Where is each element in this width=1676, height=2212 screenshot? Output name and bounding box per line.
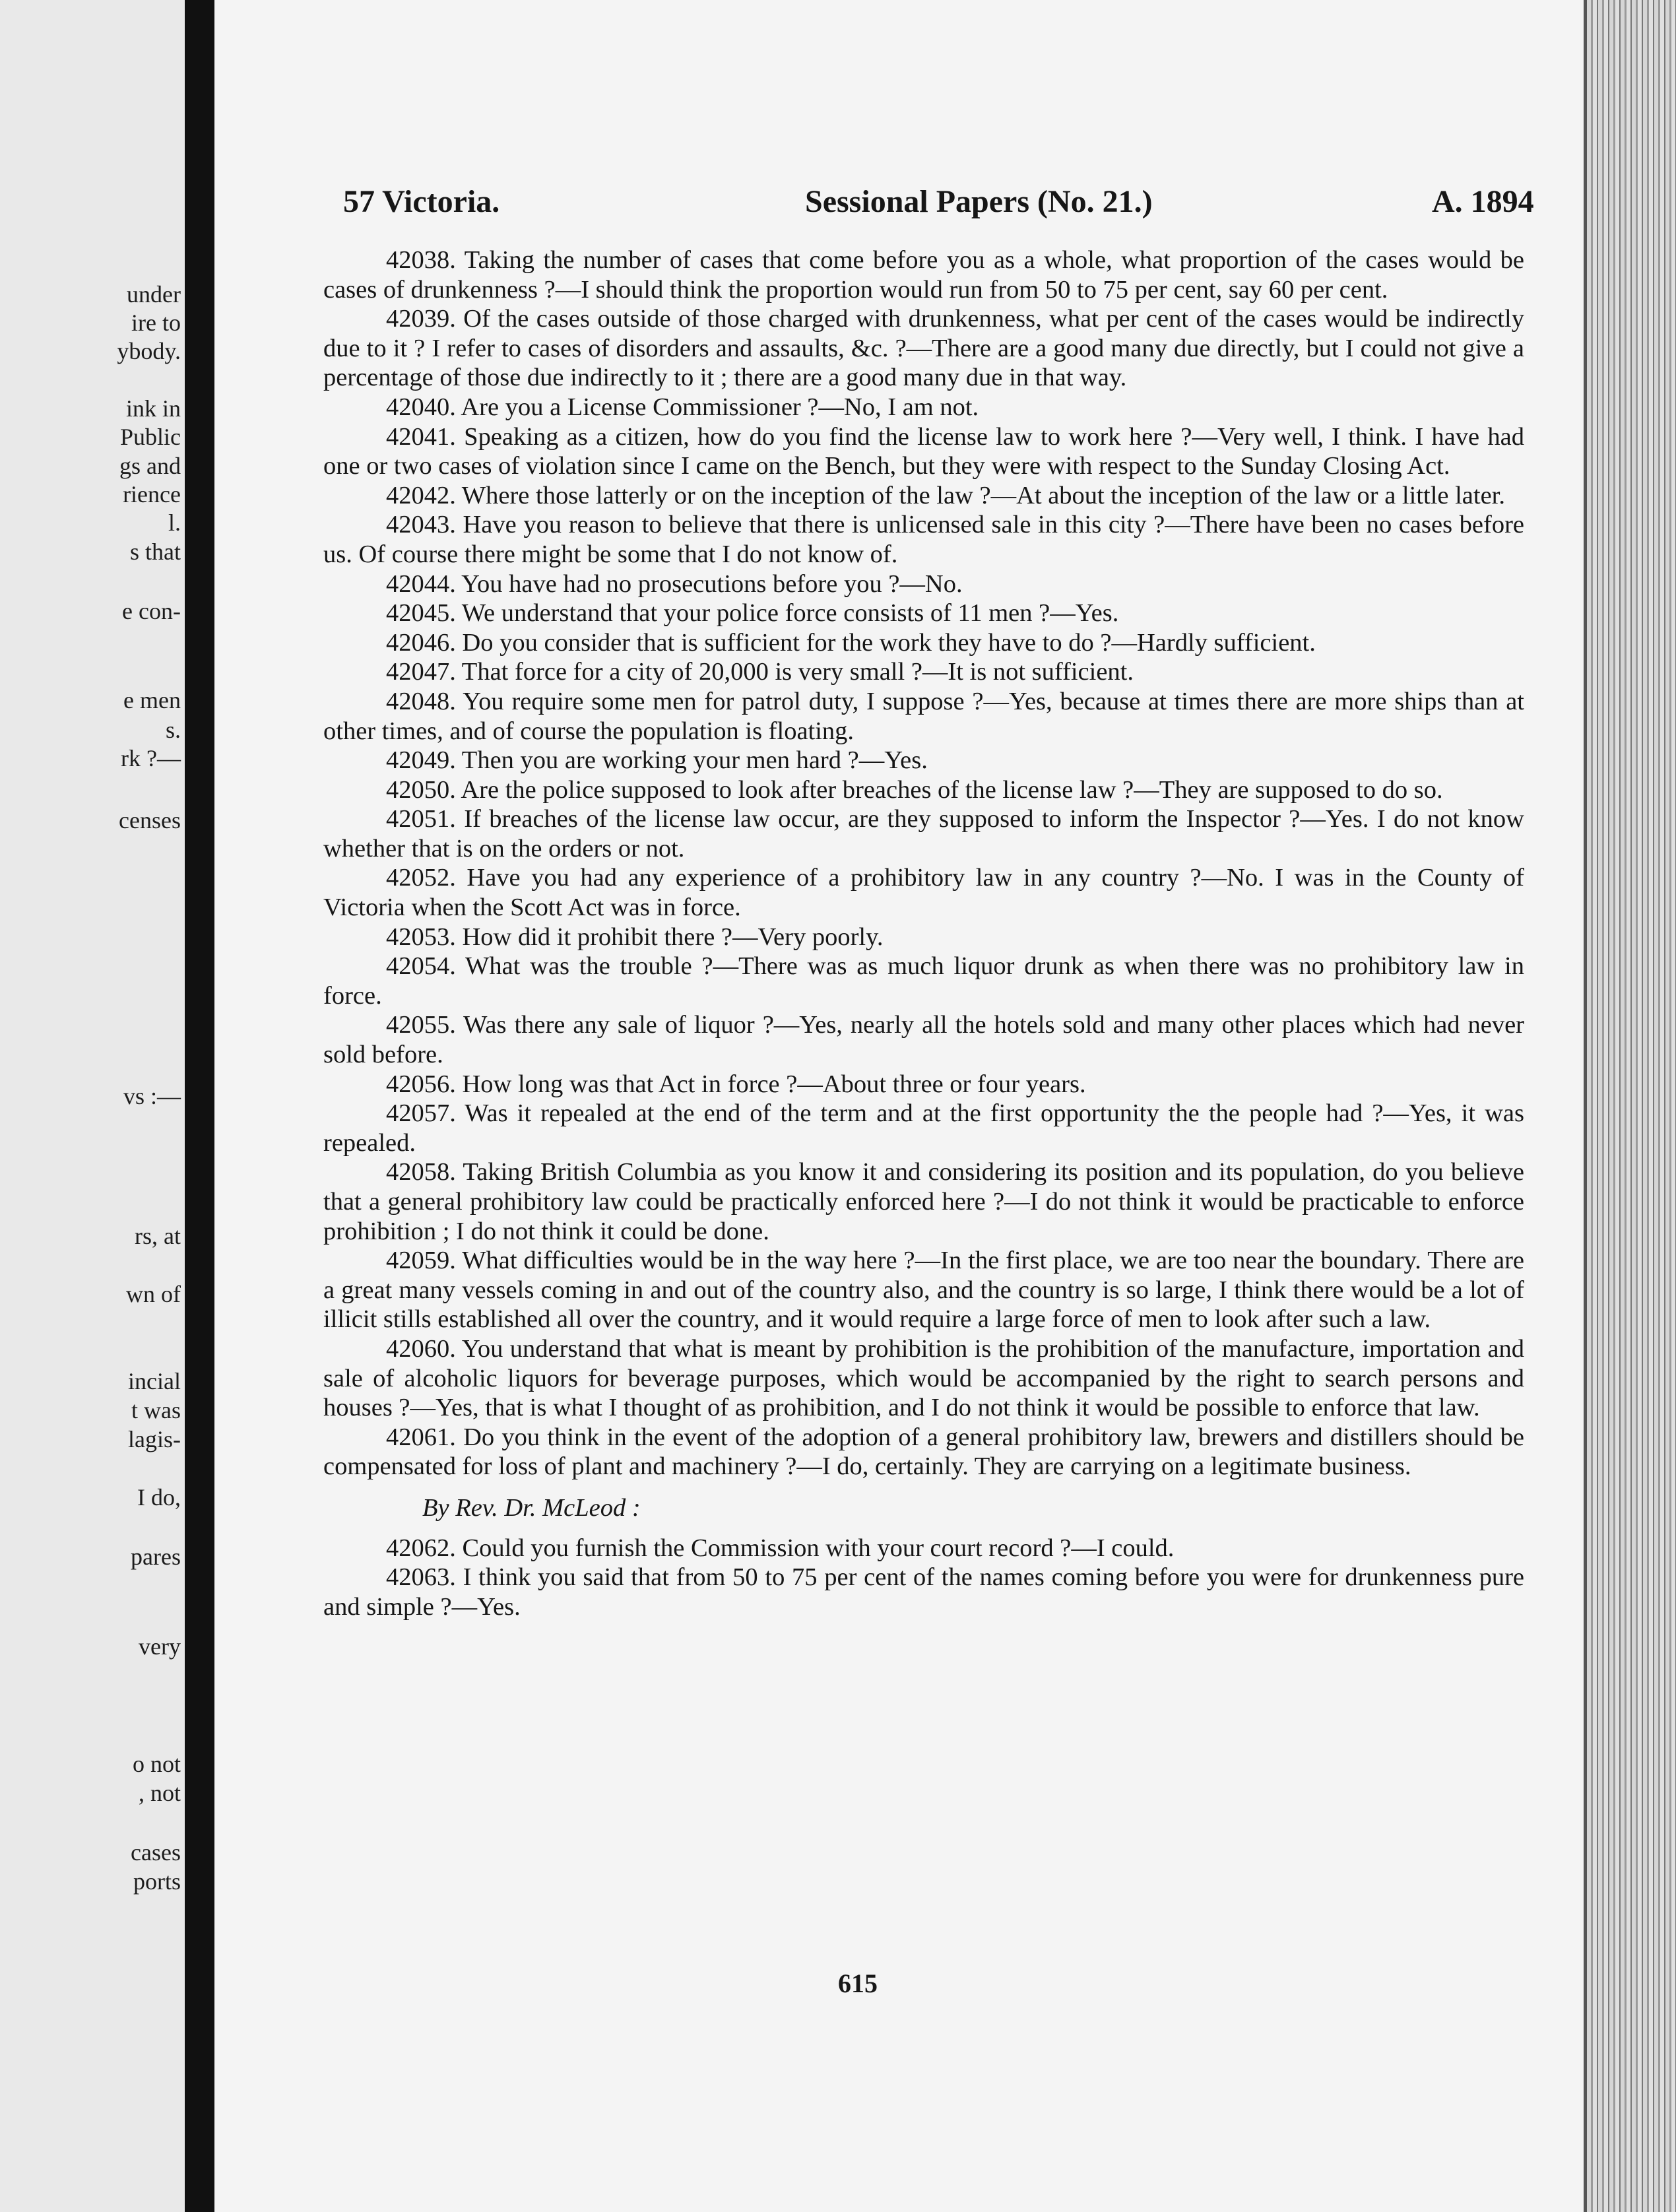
question-42044: 42044. You have had no prosecutions before you ?—No. [386, 569, 963, 598]
left-fragment: very [139, 1633, 181, 1660]
left-fragment: s that [130, 538, 181, 565]
left-fragment: e con- [122, 598, 181, 624]
left-fragment: ink in [125, 395, 181, 422]
left-fragment: t was [131, 1397, 181, 1423]
left-fragment: Public [119, 424, 181, 450]
left-fragment: e men [123, 687, 181, 713]
left-fragment: rk ?— [121, 745, 181, 771]
question-42057: 42057. Was it repealed at the end of the term and at the first opportunity the the people had ?—Yes, it was repealed. [323, 1099, 1524, 1157]
left-fragment: ybody. [117, 338, 181, 364]
question-42050: 42050. Are the police supposed to look after breaches of the license law ?—They are supposed to do so. [386, 775, 1443, 804]
left-fragment: vs :— [123, 1083, 181, 1109]
question-42041: 42041. Speaking as a citizen, how do you find the license law to work here ?—Very well, I think. I have had one or two cases of violation since I came on the Bench, but they were with respect to the Sunday Closing Act. [323, 422, 1524, 480]
left-fragment: l. [168, 509, 181, 536]
question-42052: 42052. Have you had any experience of a prohibitory law in any country ?—No. I was in the County of Victoria when the Scott Act was in force. [323, 864, 1524, 922]
left-fragment: pares [131, 1544, 181, 1570]
left-fragment: cases [131, 1839, 181, 1866]
left-fragment: lagis- [128, 1426, 181, 1452]
page-number: 615 [838, 1968, 878, 1998]
left-fragment: rs, at [135, 1223, 181, 1249]
question-42059: 42059. What difficulties would be in the way here ?—In the first place, we are too near the boundary. There are a great many vessels coming in and out of the country also, and the country is so large, I think there would be a lot of illicit stills established all over the country, and it would require a large force of men to look after such a law. [323, 1247, 1524, 1334]
question-42043: 42043. Have you reason to believe that there is unlicensed sale in this city ?—There have been no cases before us. Of course there might be some that I do not know of. [323, 511, 1524, 568]
question-42054: 42054. What was the trouble ?—There was as much liquor drunk as when there was no prohibitory law in force. [323, 952, 1524, 1010]
left-fragment: under [127, 281, 181, 308]
examiner-byline: By Rev. Dr. McLeod : [422, 1493, 641, 1522]
main-page [214, 0, 1587, 2212]
question-42046: 42046. Do you consider that is sufficient for the work they have to do ?—Hardly sufficient. [386, 628, 1316, 657]
running-header [343, 183, 1630, 223]
left-fragment: rience [123, 481, 181, 507]
question-42051: 42051. If breaches of the license law occur, are they supposed to inform the Inspector ?—Yes. I do not know whether that is on the orders or not. [323, 805, 1524, 862]
question-42061: 42061. Do you think in the event of the adoption of a general prohibitory law, brewers and distillers should be compensated for loss of plant and machinery ?—I do, certainly. They are carrying on a legitimate business. [323, 1423, 1524, 1481]
left-fragment: incial [128, 1368, 181, 1394]
header-year: A. 1894 [1432, 184, 1534, 219]
question-42053: 42053. How did it prohibit there ?—Very poorly. [386, 923, 884, 951]
left-fragment: o not [132, 1751, 181, 1777]
question-42058: 42058. Taking British Columbia as you know it and considering its position and its population, do you believe that a general prohibitory law could be practically enforced here ?—I do not think it would be practicable to enforce prohibition ; I do not think it could be done. [323, 1158, 1524, 1245]
left-fragment: ire to [131, 309, 181, 336]
question-42038: 42038. Taking the number of cases that come before you as a whole, what proportion of the cases would be cases of drunkenness ?—I should think the proportion would run from 50 to 75 per cent, say 60 per cent. [323, 246, 1524, 304]
left-page-margin [0, 0, 185, 2212]
question-42060: 42060. You understand that what is meant by prohibition is the prohibition of the manufacture, importation and sale of alcoholic liquors for beverage purposes, which would be accompanied by the right to search persons and houses ?—Yes, that is what I thought of as prohibition, and I do not think it would be possible to enforce that law. [323, 1334, 1524, 1422]
left-fragment: , not [138, 1780, 181, 1806]
left-fragment: s. [165, 717, 181, 743]
question-42040: 42040. Are you a License Commissioner ?—No, I am not. [386, 393, 979, 421]
header-volume: 57 Victoria. [343, 184, 500, 219]
left-fragment: I do, [137, 1484, 181, 1511]
question-42055: 42055. Was there any sale of liquor ?—Yes, nearly all the hotels sold and many other places which had never sold before. [323, 1011, 1524, 1069]
question-42062: 42062. Could you furnish the Commission with your court record ?—I could. [386, 1534, 1175, 1562]
left-fragment: ports [133, 1868, 181, 1895]
book-gutter [185, 0, 214, 2212]
header-title: Sessional Papers (No. 21.) [805, 184, 1153, 219]
question-42063: 42063. I think you said that from 50 to 75 per cent of the names coming before you were for drunkenness pure and simple ?—Yes. [323, 1563, 1524, 1621]
left-fragment: censes [119, 807, 181, 833]
question-42048: 42048. You require some men for patrol duty, I suppose ?—Yes, because at times there are more ships than at other times, and of course the population is floating. [323, 687, 1524, 745]
left-fragment: gs and [119, 453, 181, 479]
testimony-body [323, 245, 1524, 1621]
question-42045: 42045. We understand that your police force consists of 11 men ?—Yes. [386, 599, 1119, 628]
question-42042: 42042. Where those latterly or on the inception of the law ?—At about the inception of the law or a little later. [386, 481, 1505, 509]
question-42039: 42039. Of the cases outside of those charged with drunkenness, what per cent of the cases would be indirectly due to it ? I refer to cases of disorders and assaults, &c. ?—There are a good many due directly, but I could not give a percentage of those due indirectly to it ; there are a good many due in that way. [323, 305, 1524, 392]
left-fragment: wn of [126, 1281, 181, 1307]
stacked-page-edges [1587, 0, 1676, 2212]
question-42049: 42049. Then you are working your men hard ?—Yes. [386, 746, 928, 775]
question-42056: 42056. How long was that Act in force ?—About three or four years. [386, 1070, 1086, 1098]
question-42047: 42047. That force for a city of 20,000 is very small ?—It is not sufficient. [386, 658, 1134, 686]
